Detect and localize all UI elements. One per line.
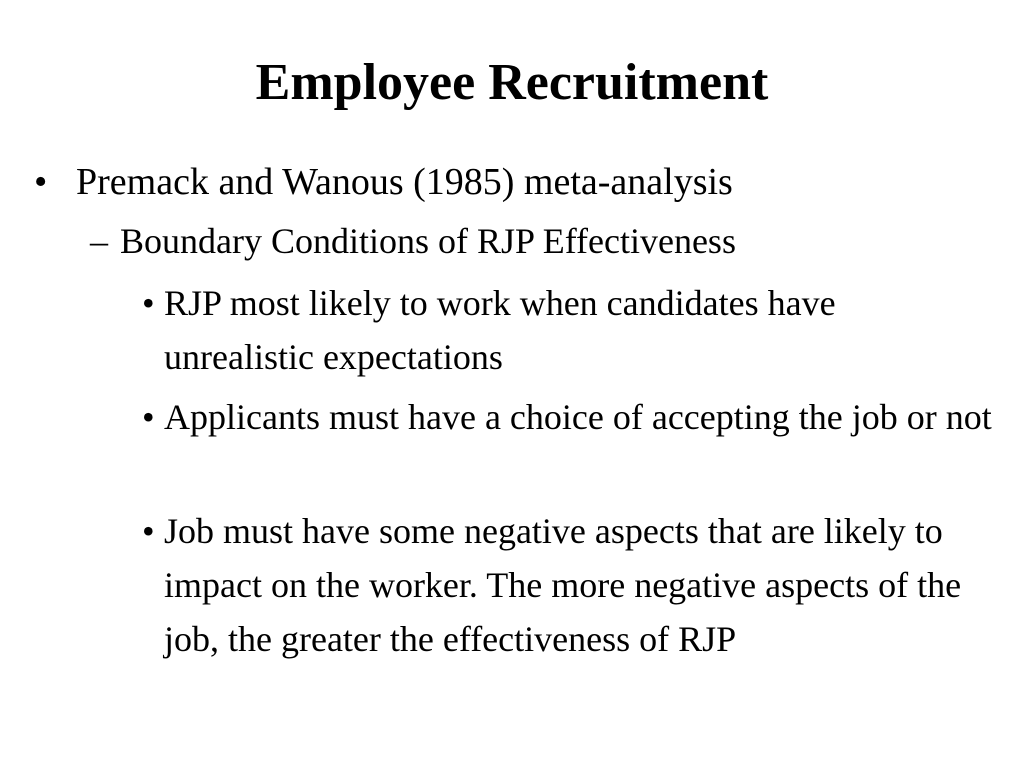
bullet-text: Applicants must have a choice of accepting the job or not [164,397,992,437]
bullet-text: Boundary Conditions of RJP Effectiveness [120,221,736,261]
bullet-level-3 [142,390,1002,444]
bullet-text: RJP most likely to work when candidates have unrealistic expectations [164,283,836,377]
bullet-level-1 [34,156,733,208]
bullet-level-3 [142,504,1002,666]
bullet-marker: • [142,397,155,437]
bullet-text: Job must have some negative aspects that are likely to impact on the worker. The more negative aspects of the job, the greater the effectiveness of RJP [164,511,962,659]
bullet-marker: • [142,283,155,323]
bullet-text: Premack and Wanous (1985) meta-analysis [76,161,733,203]
slide-title: Employee Recruitment [255,54,769,111]
bullet-level-2 [90,215,736,267]
bullet-marker: • [142,511,155,551]
bullet-marker: • [34,161,48,203]
dash-marker: – [90,221,108,261]
bullet-level-3 [142,276,1002,384]
